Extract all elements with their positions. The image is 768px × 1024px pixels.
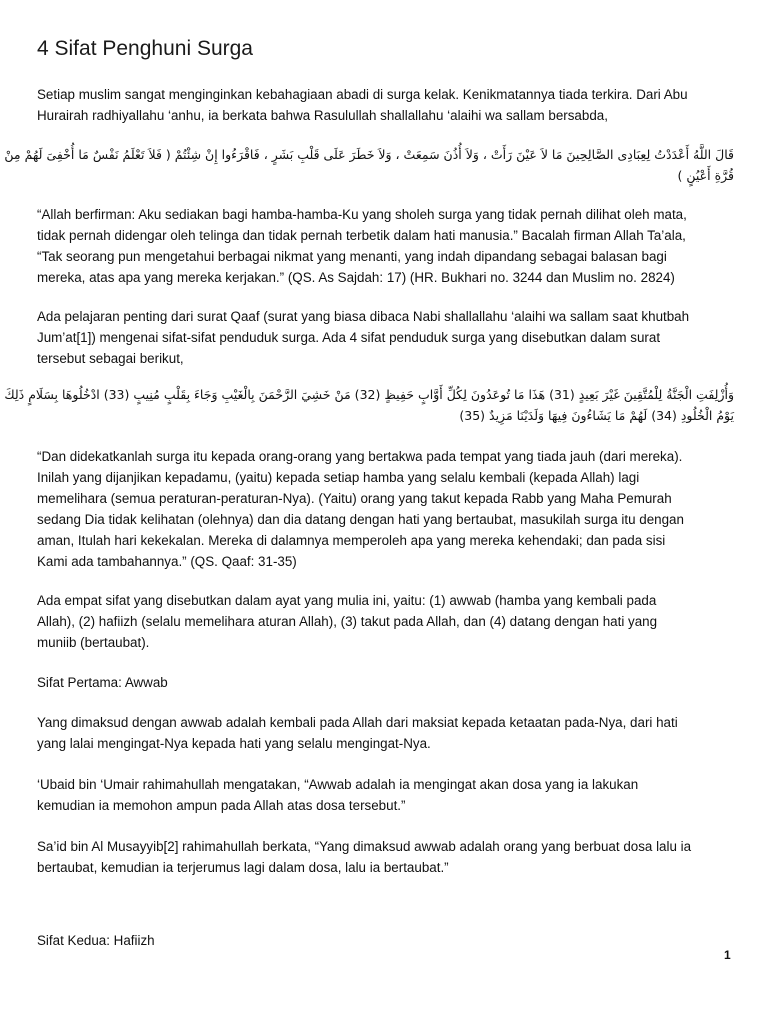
text-line: aman, Itulah hari kekekalan. Mereka di dalamnya memperoleh apa yang mereka kehendaki; dan pada sisi	[37, 533, 666, 548]
arabic-line: يَوْمُ الْخُلُودِ (34) لَهُمْ مَا يَشَاءُونَ فِيهَا وَلَدَيْنَا مَزِيدٌ (35)	[459, 408, 734, 423]
intro-paragraph	[37, 84, 737, 126]
arabic-line: وَأُزْلِفَتِ الْجَنَّةُ لِلْمُتَّقِينَ غَيْرَ بَعِيدٍ (31) هَذَا مَا تُوعَدُونَ لِكُلِّ أَوَّابٍ حَفِيظٍ (32) مَنْ خَشِيَ الرَّحْمَنَ بِالْغَيْبِ وَجَاءَ بِقَلْبٍ مُنِيبٍ (33) ادْخُلُوهَا بِسَلَامٍ ذَلِكَ	[4, 387, 734, 402]
text-line: mereka, atas apa yang mereka kerjakan.” (QS. As Sajdah: 17) (HR. Bukhari no. 3244 dan Muslim no. 2824)	[37, 270, 675, 285]
said-quote	[37, 836, 737, 878]
qaaf-intro-paragraph	[37, 306, 737, 369]
text-line: “Allah berfirman: Aku sediakan bagi hamba-hamba-Ku yang sholeh surga yang tidak pernah dilihat oleh mata,	[37, 207, 687, 222]
text-line: tidak pernah didengar oleh telinga dan tidak pernah terbetik dalam hati manusia.” Bacalah firman Allah Ta’ala,	[37, 228, 686, 243]
text-line: kemudian ia memohon ampun pada Allah atas dosa tersebut.”	[37, 798, 406, 813]
arabic-line: قُرَّةِ أَعْيُنٍ )	[677, 168, 734, 183]
awwab-definition	[37, 712, 737, 754]
section-heading-awwab	[37, 672, 737, 693]
heading-text: Sifat Pertama: Awwab	[37, 675, 168, 690]
hadith-translation	[37, 204, 737, 288]
ubaid-quote	[37, 774, 737, 816]
arabic-qaaf-verses	[4, 384, 734, 426]
text-line: yang lalai mengingat-Nya kepada hati yang selalu mengingat-Nya.	[37, 736, 431, 751]
heading-text: Sifat Kedua: Hafiizh	[37, 933, 155, 948]
text-line: Hurairah radhiyallahu ‘anhu, ia berkata bahwa Rasulullah shallallahu ‘alaihi wa sallam bersabda,	[37, 108, 608, 123]
section-heading-hafiizh	[37, 930, 737, 951]
text-line: Yang dimaksud dengan awwab adalah kembali pada Allah dari maksiat kepada ketaatan pada-Nya, dari hati	[37, 715, 678, 730]
page-number: 1	[724, 948, 731, 962]
text-line: Inilah yang dijanjikan kepadamu, (yaitu) kepada setiap hamba yang selalu kembali (kepada Allah) lagi	[37, 470, 640, 485]
document-title: 4 Sifat Penghuni Surga	[37, 37, 253, 60]
text-line: tersebut sebagai berikut,	[37, 351, 184, 366]
qaaf-translation	[37, 446, 737, 572]
text-line: Kami ada tambahannya.” (QS. Qaaf: 31-35)	[37, 554, 297, 569]
text-line: Ada empat sifat yang disebutkan dalam ayat yang mulia ini, yaitu: (1) awwab (hamba yang kembali pada	[37, 593, 657, 608]
text-line: “Tak seorang pun mengetahui berbagai nikmat yang menanti, yang indah dipandang sebagai balasan bagi	[37, 249, 667, 264]
text-line: bertaubat, kemudian ia terjerumus lagi dalam dosa, lalu ia bertaubat.”	[37, 860, 449, 875]
text-line: Allah), (2) hafiizh (selalu memelihara aturan Allah), (3) takut pada Allah, dan (4) datang dengan hati yang	[37, 614, 658, 629]
arabic-hadith	[4, 144, 734, 186]
text-line: ‘Ubaid bin ‘Umair rahimahullah mengatakan, “Awwab adalah ia mengingat akan dosa yang ia lakukan	[37, 777, 639, 792]
text-line: muniib (bertaubat).	[37, 635, 150, 650]
text-line: Jum’at[1]) mengenai sifat-sifat penduduk surga. Ada 4 sifat penduduk surga yang disebutkan dalam surat	[37, 330, 661, 345]
text-line: memelihara (semua peraturan-peraturan-Nya). (Yaitu) orang yang takut kepada Rabb yang Maha Pemurah	[37, 491, 672, 506]
text-line: Sa’id bin Al Musayyib[2] rahimahullah berkata, “Yang dimaksud awwab adalah orang yang berbuat dosa lalu ia	[37, 839, 692, 854]
text-line: “Dan didekatkanlah surga itu kepada orang-orang yang bertakwa pada tempat yang tiada jauh (dari mereka).	[37, 449, 683, 464]
text-line: Setiap muslim sangat menginginkan kebahagiaan abadi di surga kelak. Kenikmatannya tiada terkira. Dari Abu	[37, 87, 688, 102]
text-line: Ada pelajaran penting dari surat Qaaf (surat yang biasa dibaca Nabi shallallahu ‘alaihi wa sallam saat khutbah	[37, 309, 690, 324]
text-line: sedang Dia tidak kelihatan (olehnya) dan dia datang dengan hati yang bertaubat, masukilah surga itu dengan	[37, 512, 684, 527]
arabic-line: قَالَ اللَّهُ أَعْدَدْتُ لِعِبَادِى الصَّالِحِينَ مَا لاَ عَيْنَ رَأَتْ ، وَلاَ أُذُنَ سَمِعَتْ ، وَلاَ خَطَرَ عَلَى قَلْبِ بَشَرٍ ، فَاقْرَءُوا إِنْ شِئْتُمْ ( فَلاَ تَعْلَمُ نَفْسٌ مَا أُخْفِىَ لَهُمْ مِنْ	[4, 147, 734, 162]
four-traits-paragraph	[37, 590, 737, 653]
